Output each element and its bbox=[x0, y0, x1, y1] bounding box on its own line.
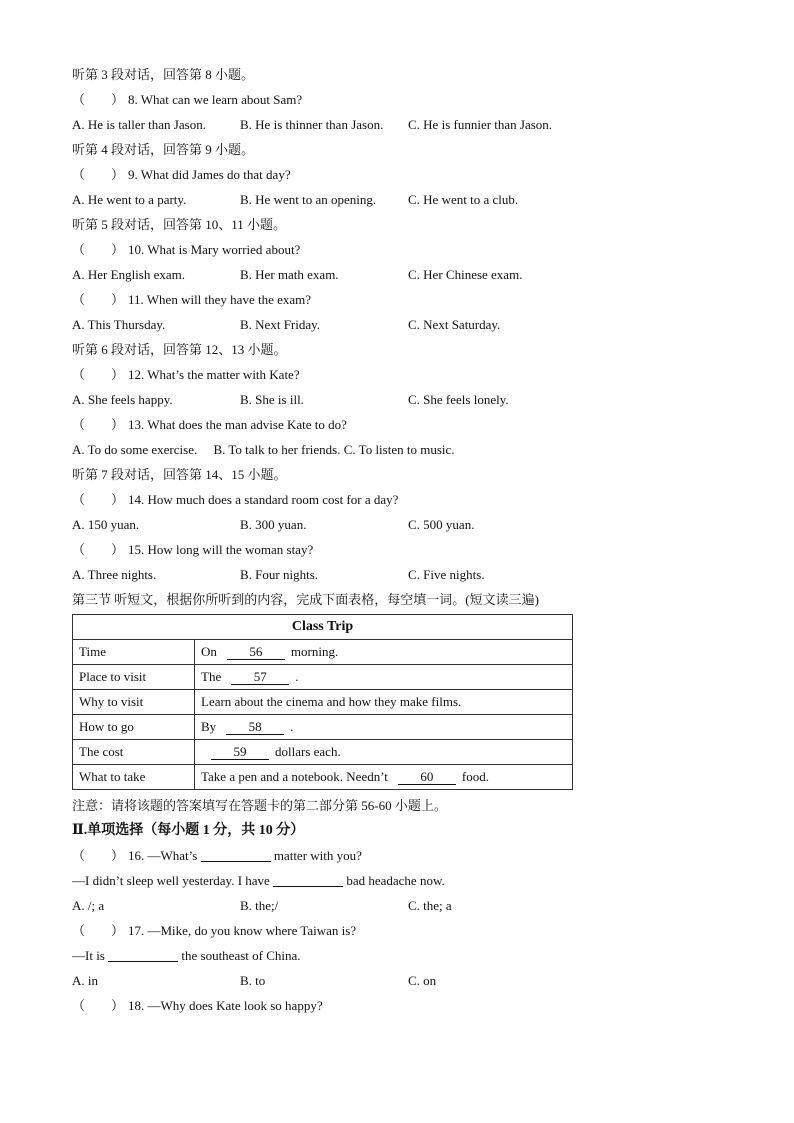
answer-paren[interactable]: （ ） bbox=[72, 848, 125, 863]
option-b[interactable]: B. Next Friday. bbox=[240, 317, 321, 332]
options-row bbox=[72, 262, 732, 287]
option-c[interactable]: C. Next Saturday. bbox=[408, 317, 501, 332]
answer-blank[interactable]: 56 bbox=[227, 644, 285, 660]
options-row bbox=[72, 112, 732, 137]
options-row bbox=[72, 512, 732, 537]
option-b[interactable]: B. 300 yuan. bbox=[240, 517, 307, 532]
answer-blank[interactable]: 59 bbox=[211, 744, 269, 760]
table-row bbox=[73, 715, 573, 740]
question-text: 15. How long will the woman stay? bbox=[128, 542, 314, 557]
option-b[interactable]: B. He went to an opening. bbox=[240, 192, 377, 207]
row-label: Time bbox=[73, 640, 195, 665]
question-16: （ ） 16. —What’s matter with you? bbox=[72, 843, 732, 868]
row-content: On 56 morning. bbox=[195, 640, 573, 665]
option-c[interactable]: C. Her Chinese exam. bbox=[408, 267, 523, 282]
row-label: The cost bbox=[73, 740, 195, 765]
option-a[interactable]: A. She feels happy. bbox=[72, 392, 173, 407]
options-row bbox=[72, 387, 732, 412]
answer-paren[interactable]: （ ） bbox=[72, 167, 125, 182]
table-row bbox=[73, 765, 573, 790]
option-a[interactable]: A. /; a bbox=[72, 898, 105, 913]
answer-paren[interactable]: （ ） bbox=[72, 998, 125, 1013]
question-18: （ ） 18. —Why does Kate look so happy? bbox=[72, 993, 732, 1018]
option-c[interactable]: C. He went to a club. bbox=[408, 192, 519, 207]
option-b[interactable]: B. He is thinner than Jason. bbox=[240, 117, 384, 132]
question-17: （ ） 17. —Mike, do you know where Taiwan is? bbox=[72, 918, 732, 943]
answer-paren[interactable]: （ ） bbox=[72, 242, 125, 257]
option-a[interactable]: A. This Thursday. bbox=[72, 317, 166, 332]
row-label: How to go bbox=[73, 715, 195, 740]
row-content: The 57 . bbox=[195, 665, 573, 690]
option-b[interactable]: B. Her math exam. bbox=[240, 267, 339, 282]
part2-heading: Ⅱ.单项选择（每小题 1 分，共 10 分） bbox=[72, 823, 305, 838]
question-text: 10. What is Mary worried about? bbox=[128, 242, 301, 257]
answer-blank[interactable] bbox=[201, 847, 271, 862]
row-label: Why to visit bbox=[73, 690, 195, 715]
answer-paren[interactable]: （ ） bbox=[72, 923, 125, 938]
option-b[interactable]: B. the;/ bbox=[240, 898, 279, 913]
question-text: 14. How much does a standard room cost for a day? bbox=[128, 492, 399, 507]
table-row bbox=[73, 640, 573, 665]
option-a[interactable]: A. Three nights. bbox=[72, 567, 157, 582]
dialogue-heading: 听第 5 段对话，回答第 10、11 小题。 bbox=[72, 217, 287, 232]
question-text: 11. When will they have the exam? bbox=[128, 292, 312, 307]
option-a[interactable]: A. He is taller than Jason. bbox=[72, 117, 206, 132]
answer-blank[interactable] bbox=[273, 872, 343, 887]
table-row bbox=[73, 690, 573, 715]
option-b[interactable]: B. to bbox=[240, 973, 266, 988]
exam-page bbox=[72, 62, 732, 1018]
question bbox=[72, 362, 732, 387]
table-row bbox=[73, 740, 573, 765]
question-text: 9. What did James do that day? bbox=[128, 167, 291, 182]
question bbox=[72, 162, 732, 187]
option-c[interactable]: C. Five nights. bbox=[408, 567, 485, 582]
answer-blank[interactable]: 60 bbox=[398, 769, 456, 785]
question bbox=[72, 287, 732, 312]
option-c[interactable]: C. 500 yuan. bbox=[408, 517, 475, 532]
question-17-options bbox=[72, 968, 732, 993]
answer-blank[interactable]: 57 bbox=[231, 669, 289, 685]
row-content: 59 dollars each. bbox=[195, 740, 573, 765]
question bbox=[72, 87, 732, 112]
question-17-response: —It is the southeast of China. bbox=[72, 948, 301, 963]
table-row bbox=[73, 665, 573, 690]
question-16-response: —I didn’t sleep well yesterday. I have bad headache now. bbox=[72, 873, 445, 888]
table-title: Class Trip bbox=[73, 615, 573, 640]
question bbox=[72, 537, 732, 562]
row-label: Place to visit bbox=[73, 665, 195, 690]
row-content: Learn about the cinema and how they make films. bbox=[195, 690, 573, 715]
option-a[interactable]: A. 150 yuan. bbox=[72, 517, 140, 532]
answer-paren[interactable]: （ ） bbox=[72, 542, 125, 557]
option-a[interactable]: A. He went to a party. bbox=[72, 192, 187, 207]
answer-paren[interactable]: （ ） bbox=[72, 492, 125, 507]
option-b[interactable]: B. She is ill. bbox=[240, 392, 304, 407]
section3-heading: 第三节 听短文，根据你所听到的内容，完成下面表格，每空填一词。(短文读三遍) bbox=[72, 592, 539, 607]
options-row bbox=[72, 312, 732, 337]
dialogue-heading: 听第 6 段对话，回答第 12、13 小题。 bbox=[72, 342, 287, 357]
question-16-options bbox=[72, 893, 732, 918]
question bbox=[72, 237, 732, 262]
dialogue-heading: 听第 7 段对话，回答第 14、15 小题。 bbox=[72, 467, 287, 482]
option-c[interactable]: C. on bbox=[408, 973, 437, 988]
answer-blank[interactable] bbox=[108, 947, 178, 962]
class-trip-table bbox=[72, 614, 573, 790]
answer-paren[interactable]: （ ） bbox=[72, 292, 125, 307]
answer-paren[interactable]: （ ） bbox=[72, 92, 125, 107]
question-text: 8. What can we learn about Sam? bbox=[128, 92, 303, 107]
option-a[interactable]: A. in bbox=[72, 973, 98, 988]
note-text: 注意：请将该题的答案填写在答题卡的第二部分第 56-60 小题上。 bbox=[72, 798, 447, 813]
question bbox=[72, 487, 732, 512]
question bbox=[72, 412, 732, 437]
options-row: A. To do some exercise. B. To talk to her friends. C. To listen to music. bbox=[72, 442, 455, 457]
option-b[interactable]: B. Four nights. bbox=[240, 567, 319, 582]
dialogue-heading: 听第 3 段对话，回答第 8 小题。 bbox=[72, 67, 255, 82]
option-c[interactable]: C. the; a bbox=[408, 898, 452, 913]
answer-paren[interactable]: （ ） bbox=[72, 417, 125, 432]
answer-paren[interactable]: （ ） bbox=[72, 367, 125, 382]
option-a[interactable]: A. Her English exam. bbox=[72, 267, 186, 282]
row-content: Take a pen and a notebook. Needn’t 60 food. bbox=[195, 765, 573, 790]
option-c[interactable]: C. He is funnier than Jason. bbox=[408, 117, 553, 132]
listening-section bbox=[72, 62, 732, 587]
question-text: 13. What does the man advise Kate to do? bbox=[128, 417, 347, 432]
option-c[interactable]: C. She feels lonely. bbox=[408, 392, 509, 407]
options-row bbox=[72, 187, 732, 212]
dialogue-heading: 听第 4 段对话，回答第 9 小题。 bbox=[72, 142, 255, 157]
question-text: 12. What’s the matter with Kate? bbox=[128, 367, 300, 382]
options-row bbox=[72, 562, 732, 587]
row-label: What to take bbox=[73, 765, 195, 790]
answer-blank[interactable]: 58 bbox=[226, 719, 284, 735]
row-content: By 58 . bbox=[195, 715, 573, 740]
